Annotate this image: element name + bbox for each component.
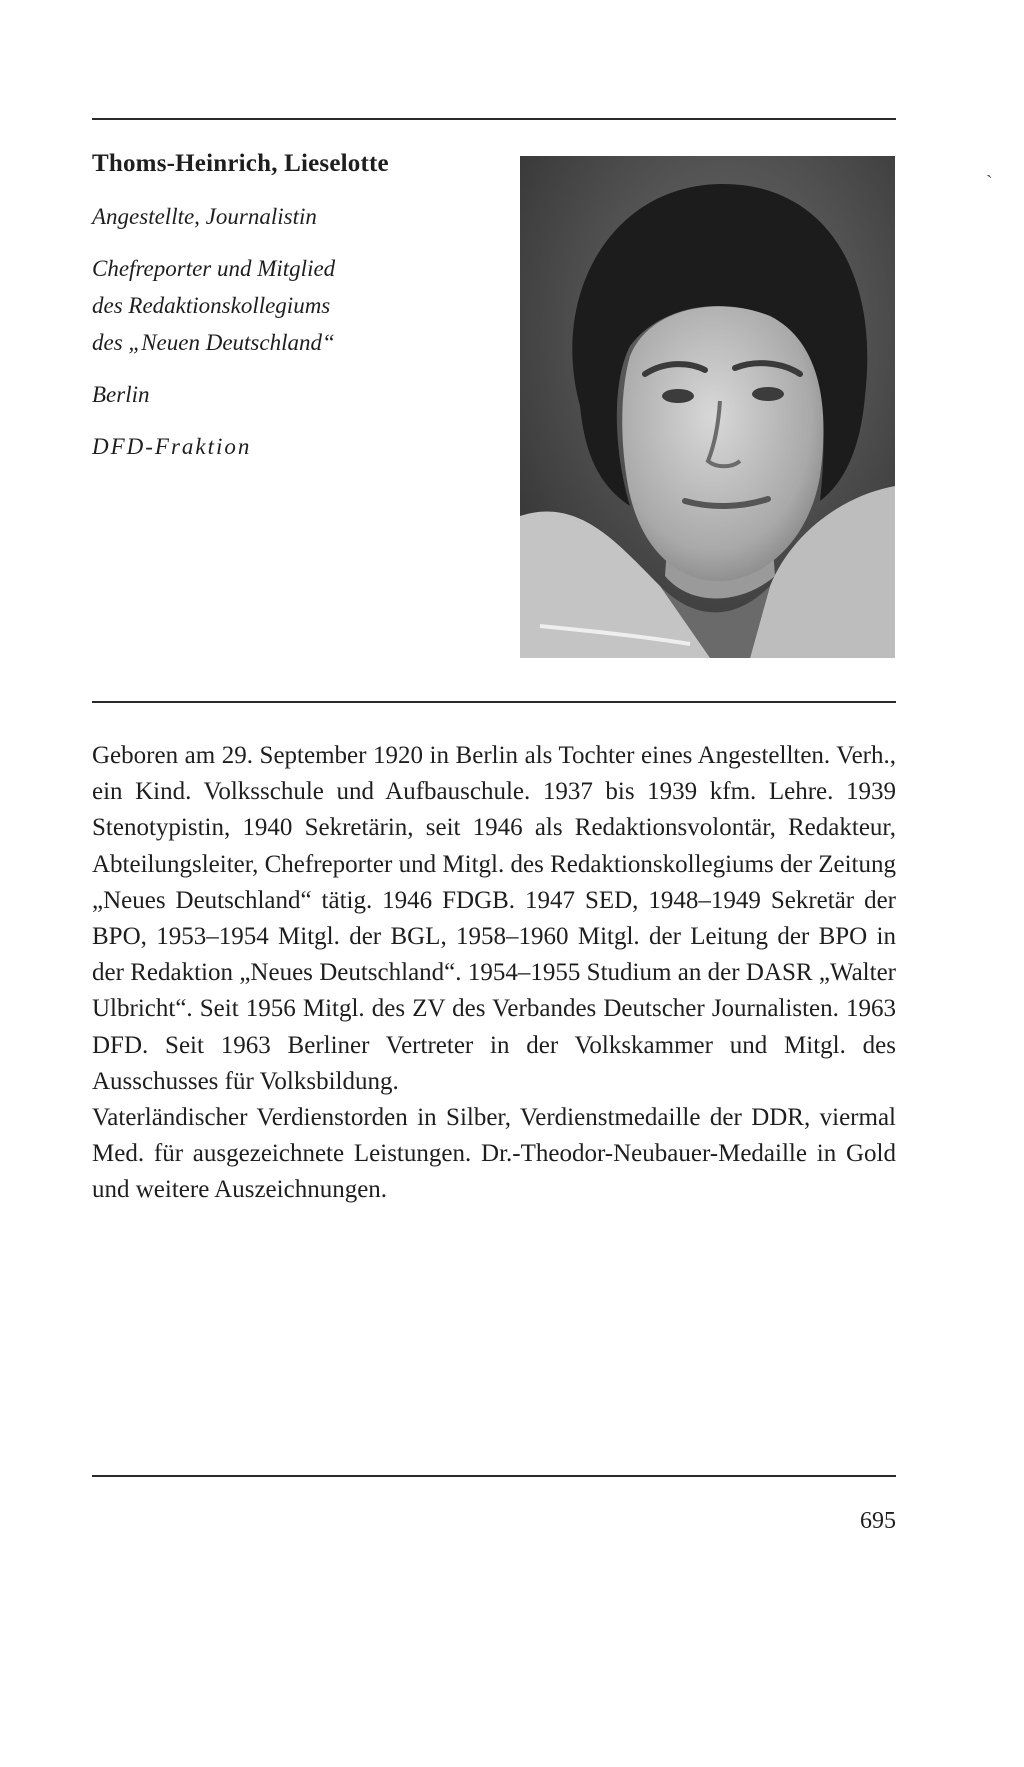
location-text: Berlin [92,382,150,407]
middle-divider [92,701,896,703]
awards-text: Vaterländischer Verdienstorden in Silber, Verdienstmedaille der DDR, viermal Med. für ausgezeichnete Leistungen. Dr.-Theodor-Neubauer-Medaille in Gold und weitere Auszeichnungen. [92,1104,896,1204]
entry-header [92,150,492,480]
person-name: Thoms-Heinrich, Lieselotte [92,150,389,177]
portrait-illustration [520,156,895,658]
position [92,250,492,361]
position-line-2: des Redaktionskollegiums [92,293,331,318]
margin-mark: ` [986,172,993,194]
biography-text: Geboren am 29. September 1920 in Berlin als Tochter eines Angestellten. Verh., ein Kind. Volksschule und Aufbauschule. 1937 bis 1939 kfm. Lehre. 1939 Stenotypistin, 1940 Sekretärin, seit 1946 als Redaktionsvolontär, Redakteur, Abteilungsleiter, Chefreporter und Mitgl. des Redaktionskollegiums der Zeitung „Neues Deutschland“ tätig. 1946 FDGB. 1947 SED, 1948–1949 Sekretär der BPO, 1953–1954 Mitgl. der BGL, 1958–1960 Mitgl. der Leitung der BPO in der Redaktion „Neues Deutschland“. 1954–1955 Studium an der DASR „Walter Ulbricht“. Seit 1956 Mitgl. des ZV des Verbandes Deutscher Journalisten. 1963 DFD. Seit 1963 Berliner Vertreter in der Volkskammer und Mitgl. des Ausschusses für Volksbildung. [92,742,896,1095]
top-divider [92,118,896,120]
page-number: 695 [860,1508,896,1534]
position-line-3: des „Neuen Deutschland“ [92,330,335,355]
faction [92,428,492,465]
biography-section [92,738,896,1209]
bottom-divider [92,1475,896,1477]
faction-text: DFD-Fraktion [92,434,252,459]
position-line-1: Chefreporter und Mitglied [92,256,336,281]
occupation [92,198,492,235]
portrait-photo [520,156,895,658]
occupation-text: Angestellte, Journalistin [92,204,317,229]
location [92,376,492,413]
